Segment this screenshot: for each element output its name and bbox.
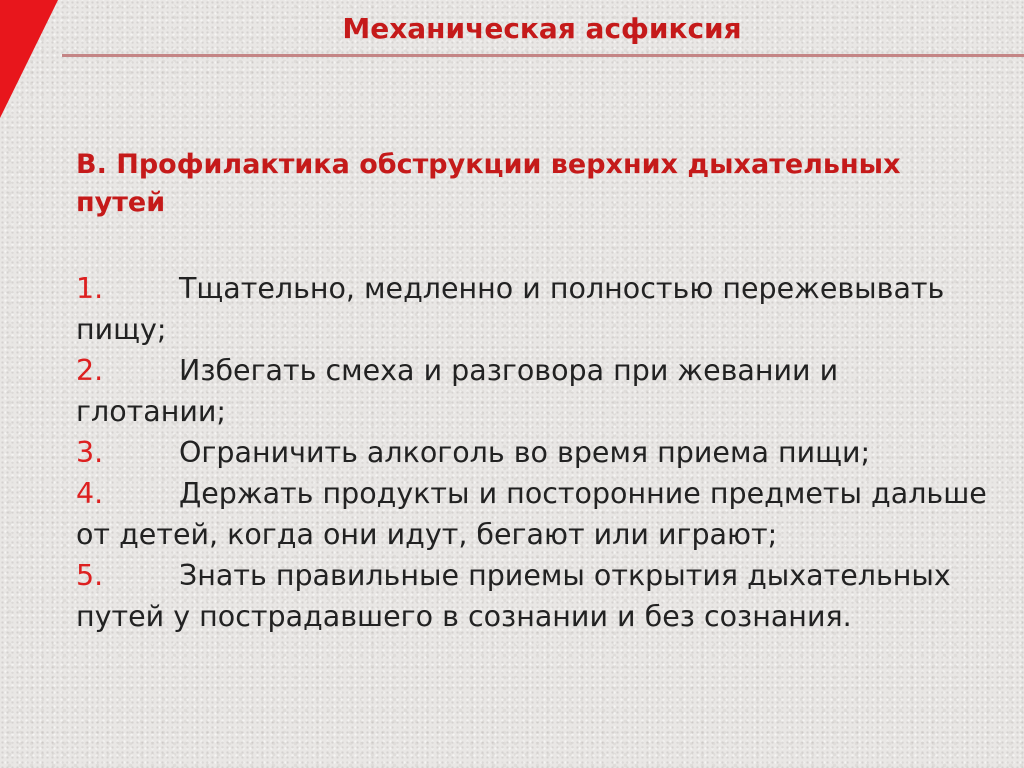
title-divider [62,54,1024,57]
list-item [76,268,996,350]
list-item-text: Ограничить алкоголь во время приема пищи; [179,436,871,469]
list-item-number: 3. [76,436,104,469]
list-item-number: 4. [76,477,104,510]
list-item-number: 2. [76,354,104,387]
list-item [76,432,996,473]
list-item [76,555,996,637]
prevention-list [76,268,996,637]
list-item-text: Избегать смеха и разговора при жевании и глотании; [76,354,839,428]
list-item [76,473,996,555]
list-item-number: 1. [76,272,104,305]
list-item-text: Держать продукты и посторонние предметы дальше от детей, когда они идут, бегают или играют; [76,477,987,551]
list-item-text: Знать правильные приемы открытия дыхательных путей у пострадавшего в сознании и без сознания. [76,559,951,633]
list-item [76,350,996,432]
list-item-text: Тщательно, медленно и полностью пережевывать пищу; [76,272,945,346]
corner-accent-triangle [0,0,58,118]
section-heading: В. Профилактика обструкции верхних дыхательных путей [76,149,901,218]
slide-title: Механическая асфиксия [342,12,742,45]
list-item-number: 5. [76,559,104,592]
